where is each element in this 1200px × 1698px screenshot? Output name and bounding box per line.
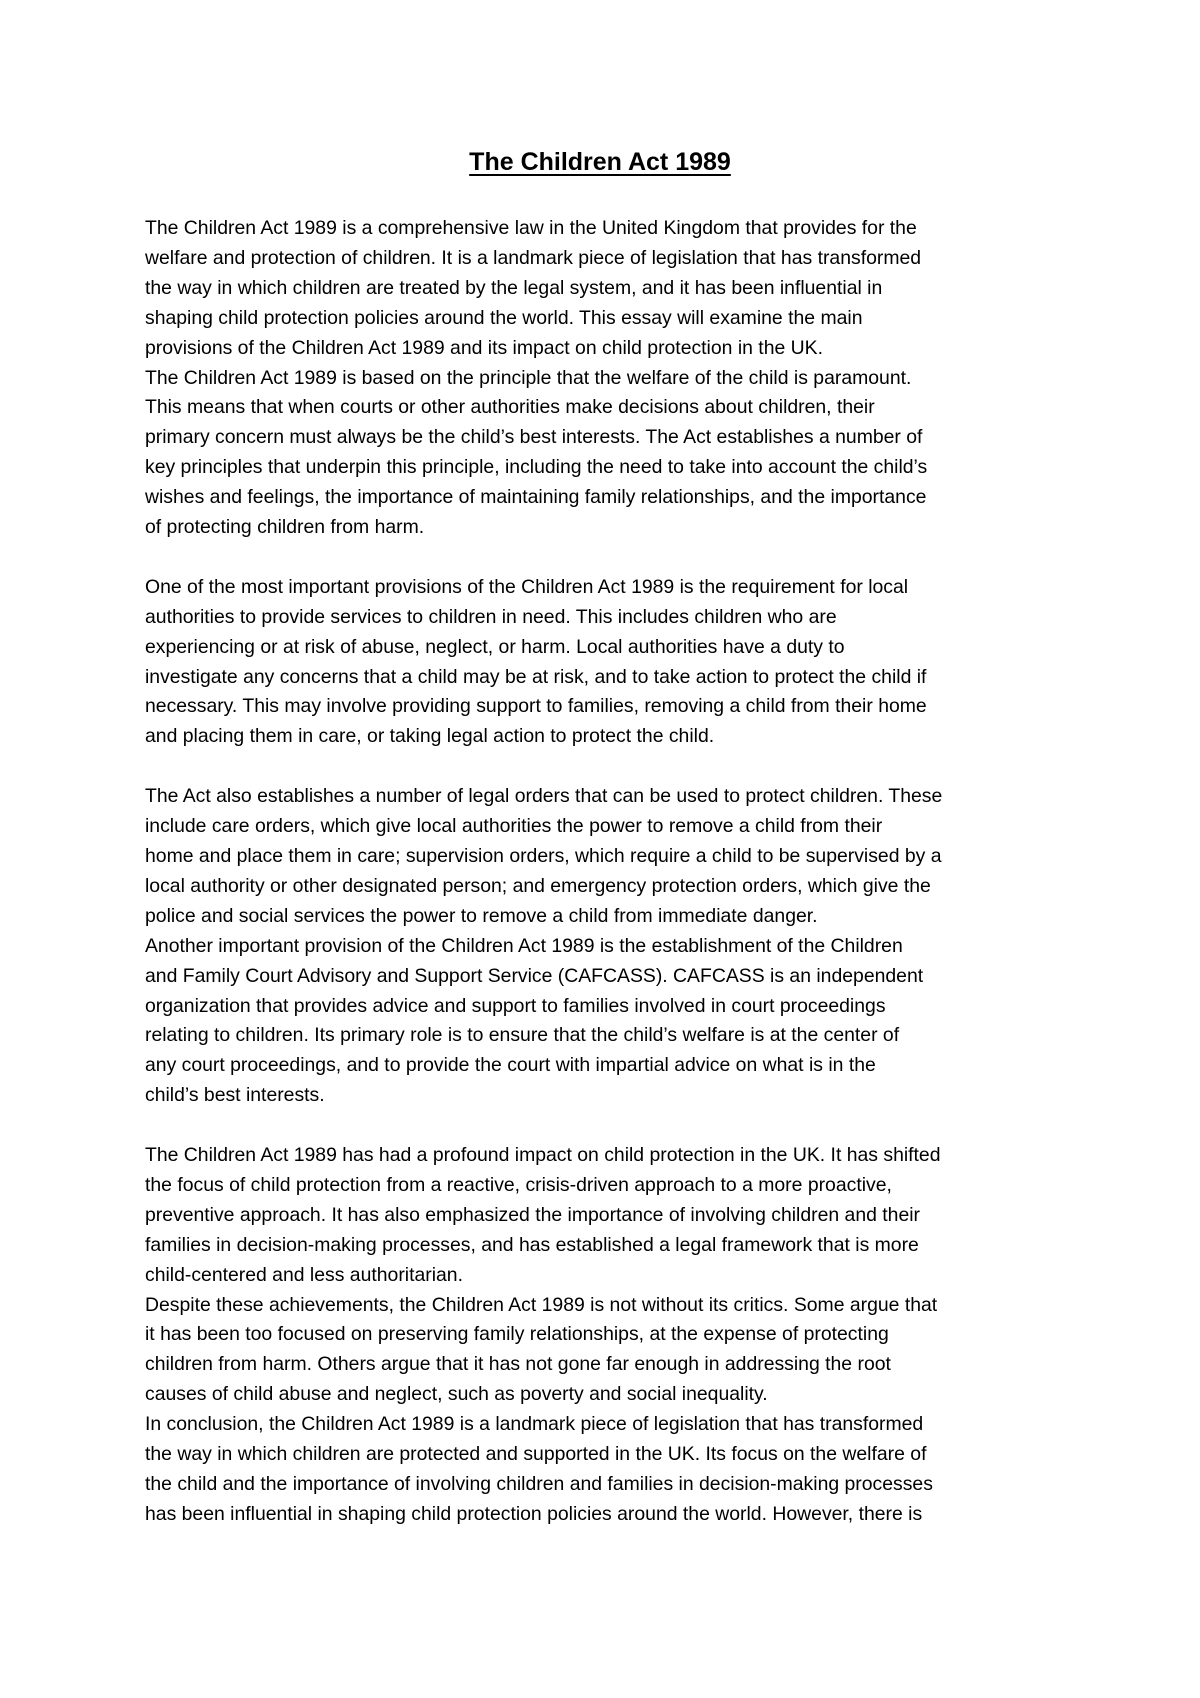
paragraph-conclusion: In conclusion, the Children Act 1989 is a landmark piece of legislation that has transformed the way in which children are protected and supported in the UK. Its focus on the welfare of the child and the importance of involving children and families in decision-making processes has been influential in shaping child protection policies around the world. However, there is <box>145 1413 933 1525</box>
paragraph-welfare-principle: The Children Act 1989 is based on the principle that the welfare of the child is paramount. This means that when courts or other authorities make decisions about children, their primary concern must always be the child’s best interests. The Act establishes a number of key principles that underpin this principle, including the need to take into account the child’s wishes and feelings, the importance of maintaining family relationships, and the importance of protecting children from harm. <box>145 366 928 539</box>
paragraph-legal-orders: The Act also establishes a number of legal orders that can be used to protect children. These include care orders, which give local authorities the power to remove a child from their home and place them in care; supervision orders, which require a child to be supervised by a local authority or other designated person; and emergency protection orders, which give the police and social services the power to remove a child from immediate danger. <box>145 785 943 927</box>
document-body <box>145 214 1080 1530</box>
paragraph-local-authorities: One of the most important provisions of the Children Act 1989 is the requirement for local authorities to provide services to children in need. This includes children who are experiencing or at risk of abuse, neglect, or harm. Local authorities have a duty to investigate any concerns that a child may be at risk, and to take action to protect the child if necessary. This may involve providing support to families, removing a child from their home and placing them in care, or taking legal action to protect the child. <box>145 575 927 748</box>
paragraph-cafcass: Another important provision of the Children Act 1989 is the establishment of the Children and Family Court Advisory and Support Service (CAFCASS). CAFCASS is an independent organization that provides advice and support to families involved in court proceedings relating to children. Its primary role is to ensure that the child’s welfare is at the center of any court proceedings, and to provide the court with impartial advice on what is in the child’s best interests. <box>145 934 924 1107</box>
paragraph-impact: The Children Act 1989 has had a profound impact on child protection in the UK. It has shifted the focus of child protection from a reactive, crisis-driven approach to a more proactive, preventive approach. It has also emphasized the importance of involving children and their families in decision-making processes, and has established a legal framework that is more child-centered and less authoritarian. <box>145 1144 941 1286</box>
paragraph-intro: The Children Act 1989 is a comprehensive law in the United Kingdom that provides for the welfare and protection of children. It is a landmark piece of legislation that has transformed the way in which children are treated by the legal system, and it has been influential in shaping child protection policies around the world. This essay will examine the main provisions of the Children Act 1989 and its impact on child protection in the UK. <box>145 217 922 359</box>
page-title: The Children Act 1989 <box>469 148 731 176</box>
paragraph-critics: Despite these achievements, the Children Act 1989 is not without its critics. Some argue that it has been too focused on preserving family relationships, at the expense of protecting children from harm. Others argue that it has not gone far enough in addressing the root causes of child abuse and neglect, such as poverty and social inequality. <box>145 1293 938 1406</box>
